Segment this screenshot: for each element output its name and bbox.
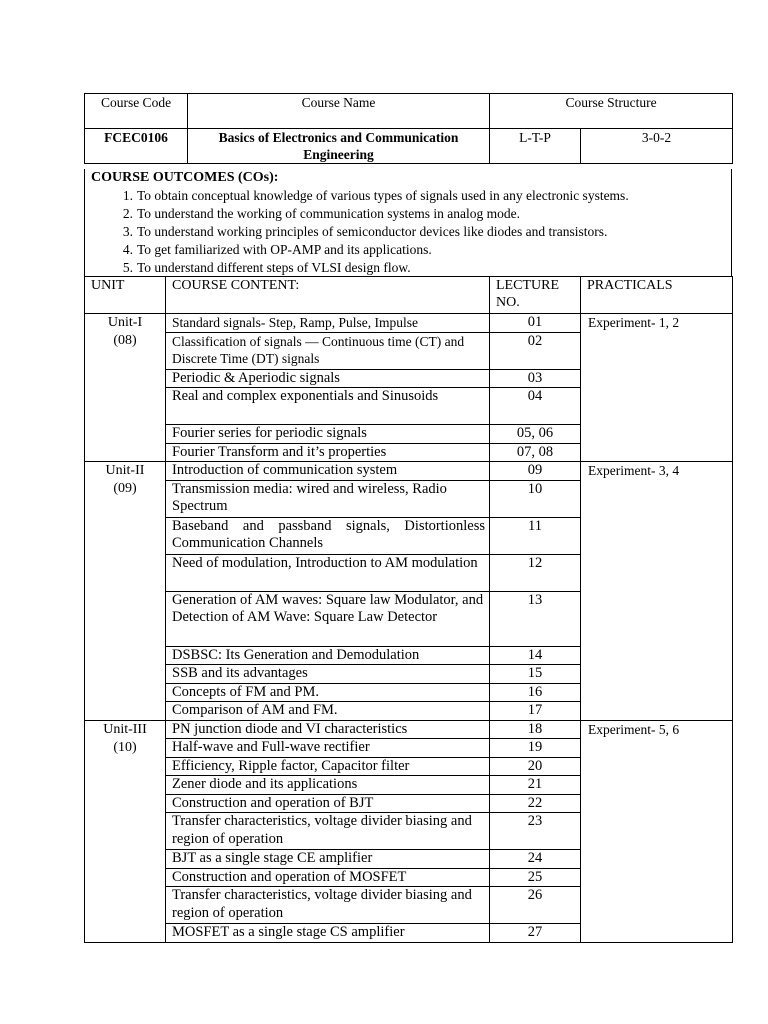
course-outcome-text: To get familiarized with OP-AMP and its applications. — [137, 242, 432, 257]
course-content-cell: Introduction of communication system — [166, 462, 490, 481]
lecture-number-cell: 13 — [490, 591, 581, 646]
course-outcome-text: To obtain conceptual knowledge of various types of signals used in any electronic systems. — [137, 188, 629, 203]
col-practicals-header: PRACTICALS — [581, 277, 733, 314]
course-content-cell: PN junction diode and VI characteristics — [166, 720, 490, 739]
unit-hours: (10) — [113, 739, 137, 755]
lecture-number-cell: 16 — [490, 683, 581, 702]
course-content-cell: Real and complex exponentials and Sinusoids — [166, 388, 490, 425]
lecture-number-cell: 22 — [490, 794, 581, 813]
lecture-number-cell: 04 — [490, 388, 581, 425]
course-outcome-text: To understand different steps of VLSI design flow. — [137, 260, 411, 275]
course-content-cell: Transfer characteristics, voltage divider biasing and region of operation — [166, 887, 490, 924]
lecture-number-cell: 14 — [490, 646, 581, 665]
lecture-number-cell: 18 — [490, 720, 581, 739]
practicals-cell: Experiment- 5, 6 — [581, 720, 733, 942]
course-content-cell: Comparison of AM and FM. — [166, 702, 490, 721]
course-content-cell: Construction and operation of BJT — [166, 794, 490, 813]
ltp-value: 3-0-2 — [581, 129, 733, 164]
course-outcome-number: 1. — [122, 188, 133, 203]
course-content-cell: Half-wave and Full-wave rectifier — [166, 739, 490, 758]
lecture-number-cell: 27 — [490, 924, 581, 943]
lecture-number-cell: 12 — [490, 554, 581, 591]
course-outcomes-title: COURSE OUTCOMES (COs): — [91, 170, 279, 185]
unit-cell — [85, 314, 166, 462]
table-row — [85, 314, 733, 333]
course-outcomes-section — [84, 169, 732, 277]
lecture-number-cell: 09 — [490, 462, 581, 481]
lecture-number-cell: 26 — [490, 887, 581, 924]
course-content-cell: Generation of AM waves: Square law Modulator, and Detection of AM Wave: Square Law Detector — [166, 591, 490, 646]
course-outcome-number: 2. — [122, 206, 133, 221]
content-table-header-row — [85, 277, 733, 314]
col-content-header: COURSE CONTENT: — [166, 277, 490, 314]
course-content-cell: Baseband and passband signals, Distortionless Communication Channels — [166, 517, 490, 554]
course-content-cell: DSBSC: Its Generation and Demodulation — [166, 646, 490, 665]
header-course-code: Course Code — [85, 94, 188, 129]
lecture-number-cell: 05, 06 — [490, 425, 581, 444]
course-content-cell: SSB and its advantages — [166, 665, 490, 684]
course-content-cell: Classification of signals — Continuous time (CT) and Discrete Time (DT) signals — [166, 332, 490, 369]
header-course-structure: Course Structure — [490, 94, 733, 129]
lecture-number-cell: 15 — [490, 665, 581, 684]
lecture-number-cell: 11 — [490, 517, 581, 554]
unit-cell — [85, 720, 166, 942]
unit-name: Unit-II — [105, 463, 145, 478]
course-content-cell: Standard signals- Step, Ramp, Pulse, Impulse — [166, 314, 490, 333]
lecture-number-cell: 21 — [490, 776, 581, 795]
lecture-number-cell: 17 — [490, 702, 581, 721]
course-content-cell: Efficiency, Ripple factor, Capacitor filter — [166, 757, 490, 776]
lecture-number-cell: 19 — [490, 739, 581, 758]
course-content-cell: Concepts of FM and PM. — [166, 683, 490, 702]
lecture-number-cell: 25 — [490, 868, 581, 887]
lecture-number-cell: 07, 08 — [490, 443, 581, 462]
course-header-table — [84, 93, 733, 164]
practicals-cell: Experiment- 1, 2 — [581, 314, 733, 462]
lecture-number-cell: 03 — [490, 369, 581, 388]
unit-cell — [85, 462, 166, 721]
course-name: Basics of Electronics and Communication Engineering — [188, 129, 490, 164]
course-content-cell: Transmission media: wired and wireless, Radio Spectrum — [166, 480, 490, 517]
course-content-cell: MOSFET as a single stage CS amplifier — [166, 924, 490, 943]
course-outcome-number: 3. — [122, 224, 133, 239]
lecture-number-cell: 20 — [490, 757, 581, 776]
course-content-cell: Fourier series for periodic signals — [166, 425, 490, 444]
lecture-number-cell: 23 — [490, 813, 581, 850]
lecture-number-cell: 24 — [490, 850, 581, 869]
course-content-cell: Transfer characteristics, voltage divider biasing and region of operation — [166, 813, 490, 850]
unit-name: Unit-III — [103, 721, 147, 737]
unit-hours: (09) — [113, 481, 137, 496]
header-course-name: Course Name — [188, 94, 490, 129]
unit-hours: (08) — [113, 333, 137, 348]
ltp-label: L-T-P — [490, 129, 581, 164]
course-content-cell: Zener diode and its applications — [166, 776, 490, 795]
col-lecture-header: LECTURE NO. — [490, 277, 581, 314]
lecture-number-cell: 02 — [490, 332, 581, 369]
course-outcome-number: 4. — [122, 242, 133, 257]
table-row — [85, 462, 733, 481]
course-content-cell: Fourier Transform and it’s properties — [166, 443, 490, 462]
lecture-number-cell: 10 — [490, 480, 581, 517]
course-outcome-number: 5. — [122, 260, 133, 275]
course-code: FCEC0106 — [85, 129, 188, 164]
col-unit-header: UNIT — [85, 277, 166, 314]
course-content-table — [84, 276, 733, 943]
course-content-cell: Construction and operation of MOSFET — [166, 868, 490, 887]
practicals-cell: Experiment- 3, 4 — [581, 462, 733, 721]
course-content-cell: BJT as a single stage CE amplifier — [166, 850, 490, 869]
lecture-number-cell: 01 — [490, 314, 581, 333]
course-content-cell: Periodic & Aperiodic signals — [166, 369, 490, 388]
table-row — [85, 720, 733, 739]
unit-name: Unit-I — [107, 315, 143, 330]
course-outcome-text: To understand the working of communication systems in analog mode. — [137, 206, 520, 221]
course-content-cell: Need of modulation, Introduction to AM modulation — [166, 554, 490, 591]
course-outcome-text: To understand working principles of semiconductor devices like diodes and transistors. — [137, 224, 608, 239]
